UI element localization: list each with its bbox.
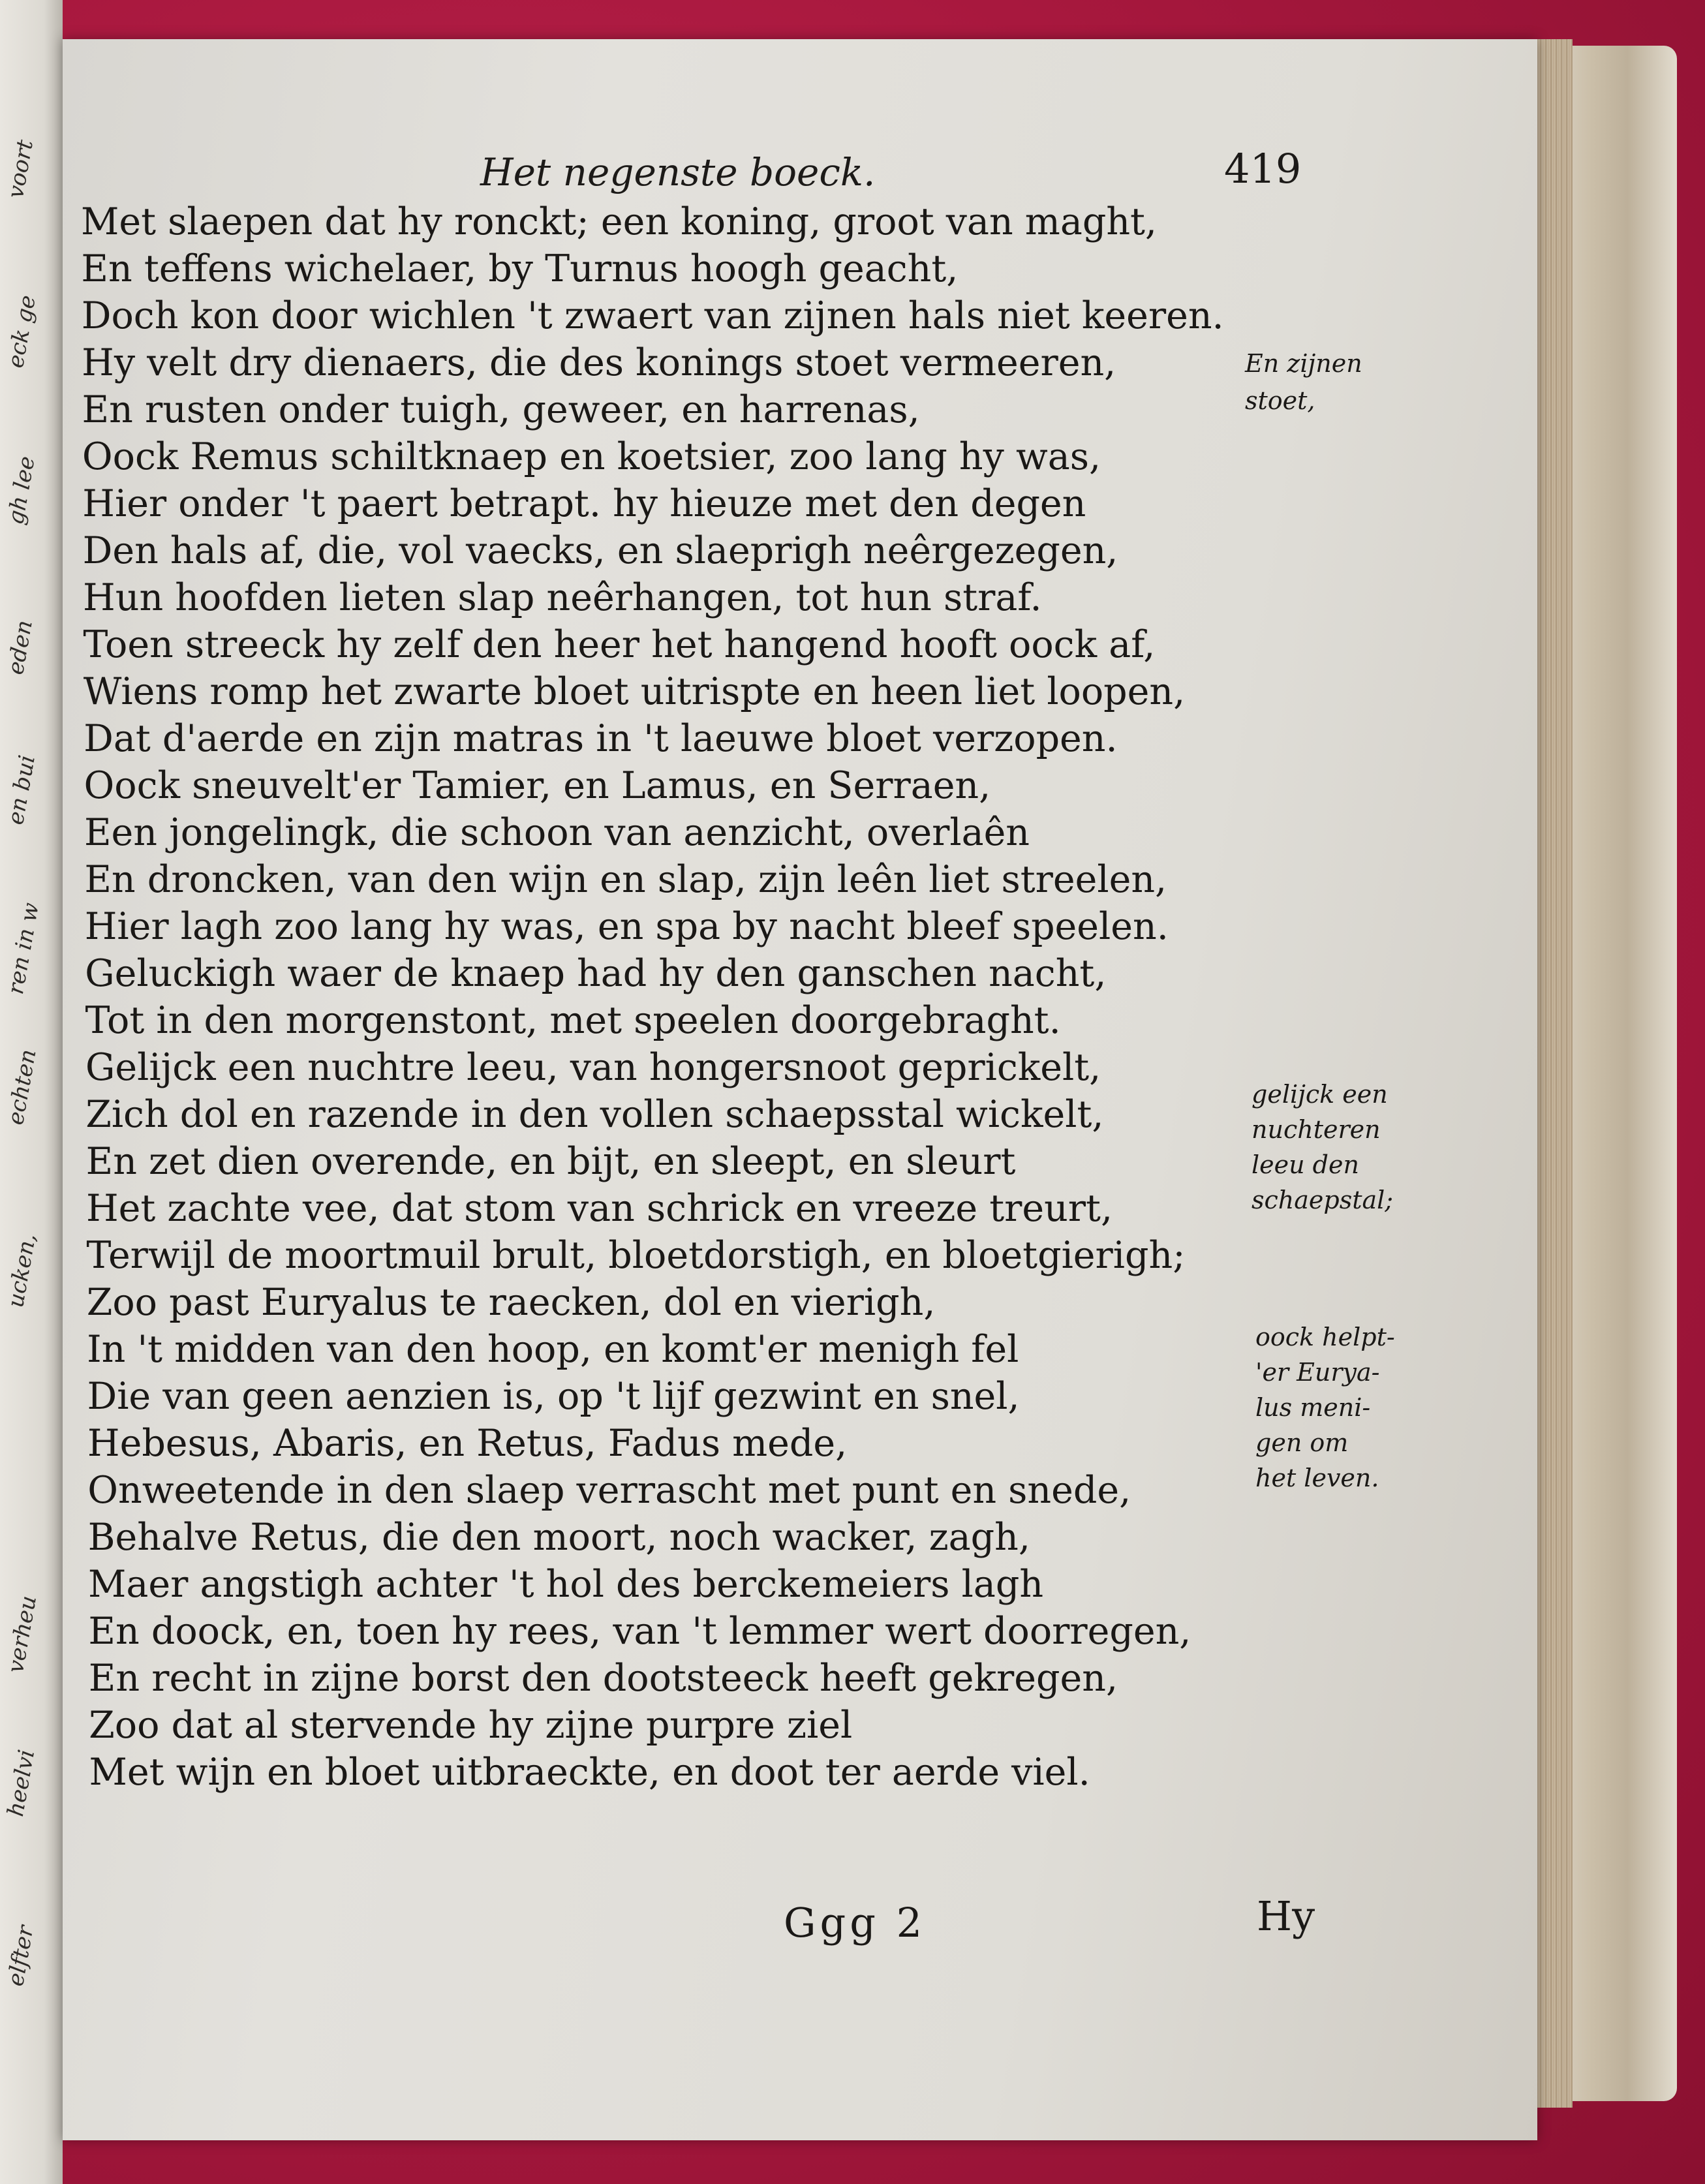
facing-page-fragment: eck ge bbox=[3, 293, 41, 370]
verse-line: En teffens wichelaer, by Turnus hoogh geacht, bbox=[81, 247, 959, 290]
facing-page-fragment: voort bbox=[3, 138, 39, 200]
facing-page-edge bbox=[0, 0, 63, 2184]
page-number: 419 bbox=[1224, 145, 1302, 192]
verse-line: Met slaepen dat hy ronckt; een koning, groot van maght, bbox=[81, 200, 1158, 243]
marginal-note: nuchteren bbox=[1252, 1115, 1381, 1144]
verse-line: Wiens romp het zwarte bloet uitrispte en heen liet loopen, bbox=[83, 670, 1186, 713]
marginal-note: schaepstal; bbox=[1252, 1186, 1394, 1214]
verse-line: Behalve Retus, die den moort, noch wacker, zagh, bbox=[87, 1516, 1030, 1559]
facing-page-fragment: ren in w bbox=[3, 900, 45, 996]
marginal-note: 'er Eurya- bbox=[1255, 1358, 1380, 1387]
marginal-note: gen om bbox=[1255, 1428, 1349, 1457]
verse-line: Hier onder 't paert betrapt. hy hieuze met den degen bbox=[82, 482, 1086, 525]
verse-line: En droncken, van den wijn en slap, zijn leên liet streelen, bbox=[84, 858, 1167, 901]
verse-line: Hebesus, Abaris, en Retus, Fadus mede, bbox=[87, 1422, 848, 1465]
catchword: Hy bbox=[1257, 1892, 1315, 1940]
verse-line: En rusten onder tuigh, geweer, en harrenas, bbox=[82, 388, 920, 431]
verse-line: Geluckigh waer de knaep had hy den ganschen nacht, bbox=[85, 952, 1107, 995]
marginal-note: gelijck een bbox=[1252, 1080, 1388, 1109]
marginal-note: leeu den bbox=[1252, 1150, 1359, 1179]
verse-line: Zich dol en razende in den vollen schaepsstal wickelt, bbox=[85, 1093, 1104, 1136]
facing-page-fragment: elfter bbox=[3, 1923, 39, 1988]
verse-line: En zet dien overende, en bijt, en sleept, en sleurt bbox=[85, 1140, 1016, 1183]
verse-line: Den hals af, die, vol vaecks, en slaeprigh neêrgezegen, bbox=[82, 529, 1118, 572]
marginal-note: oock helpt- bbox=[1255, 1323, 1395, 1351]
verse-line: Doch kon door wichlen 't zwaert van zijnen hals niet keeren. bbox=[81, 294, 1224, 337]
verse-line: Gelijck een nuchtre leeu, van hongersnoot geprickelt, bbox=[85, 1046, 1101, 1089]
facing-page-fragment: en bui bbox=[3, 753, 41, 827]
verse-line: En doock, en, toen hy rees, van 't lemmer wert doorregen, bbox=[88, 1610, 1191, 1653]
verse-line: Hun hoofden lieten slap neêrhangen, tot hun straf. bbox=[83, 576, 1042, 619]
book-page bbox=[63, 39, 1537, 2140]
verse-line: Zoo dat al stervende hy zijne purpre ziel bbox=[89, 1704, 853, 1747]
verse-line: Zoo past Euryalus te raecken, dol en vierigh, bbox=[86, 1281, 936, 1324]
facing-page-fragment: eden bbox=[3, 618, 38, 677]
verse-line: Onweetende in den slaep verrascht met punt en snede, bbox=[87, 1469, 1131, 1512]
verse-line: Met wijn en bloet uitbraeckte, en doot ter aerde viel. bbox=[89, 1751, 1090, 1794]
verse-line: Dat d'aerde en zijn matras in 't laeuwe bloet verzopen. bbox=[84, 717, 1118, 760]
verse-line: Hy velt dry dienaers, die des konings stoet vermeeren, bbox=[82, 341, 1116, 384]
verse-line: En recht in zijne borst den dootsteeck heeft gekregen, bbox=[88, 1657, 1118, 1700]
verse-line: Terwijl de moortmuil brult, bloetdorstigh, en bloetgierigh; bbox=[86, 1234, 1186, 1277]
facing-page-fragment: verheu bbox=[3, 1593, 42, 1675]
verse-line: Hier lagh zoo lang hy was, en spa by nacht bleef speelen. bbox=[84, 905, 1169, 948]
facing-page-fragment: heelvi bbox=[3, 1747, 40, 1819]
verse-line: Toen streeck hy zelf den heer het hangend hooft oock af, bbox=[83, 623, 1156, 666]
facing-page-fragment: gh lee bbox=[3, 454, 40, 527]
verse-line: Een jongelingk, die schoon van aenzicht, overlaên bbox=[84, 811, 1030, 854]
verse-line: In 't midden van den hoop, en komt'er menigh fel bbox=[87, 1328, 1019, 1371]
marginal-note: het leven. bbox=[1255, 1464, 1379, 1492]
marginal-note: stoet, bbox=[1245, 386, 1315, 415]
verse-line: Maer angstigh achter 't hol des berckemeiers lagh bbox=[88, 1563, 1044, 1606]
facing-page-fragment: ucken, bbox=[3, 1231, 42, 1310]
verse-line: Die van geen aenzien is, op 't lijf gezwint en snel, bbox=[87, 1375, 1020, 1418]
running-head: Het negenste boeck. bbox=[480, 150, 876, 194]
marginal-note: lus meni- bbox=[1255, 1393, 1371, 1422]
verse-line: Oock sneuvelt'er Tamier, en Lamus, en Serraen, bbox=[84, 764, 991, 807]
facing-page-fragment: echten bbox=[3, 1047, 42, 1127]
signature-mark: Ggg 2 bbox=[784, 1899, 927, 1946]
verse-line: Het zachte vee, dat stom van schrick en vreeze treurt, bbox=[85, 1187, 1113, 1230]
verse-line: Tot in den morgenstont, met speelen doorgebraght. bbox=[85, 999, 1061, 1042]
marginal-note: En zijnen bbox=[1245, 349, 1362, 378]
verse-line: Oock Remus schiltknaep en koetsier, zoo lang hy was, bbox=[82, 435, 1101, 478]
